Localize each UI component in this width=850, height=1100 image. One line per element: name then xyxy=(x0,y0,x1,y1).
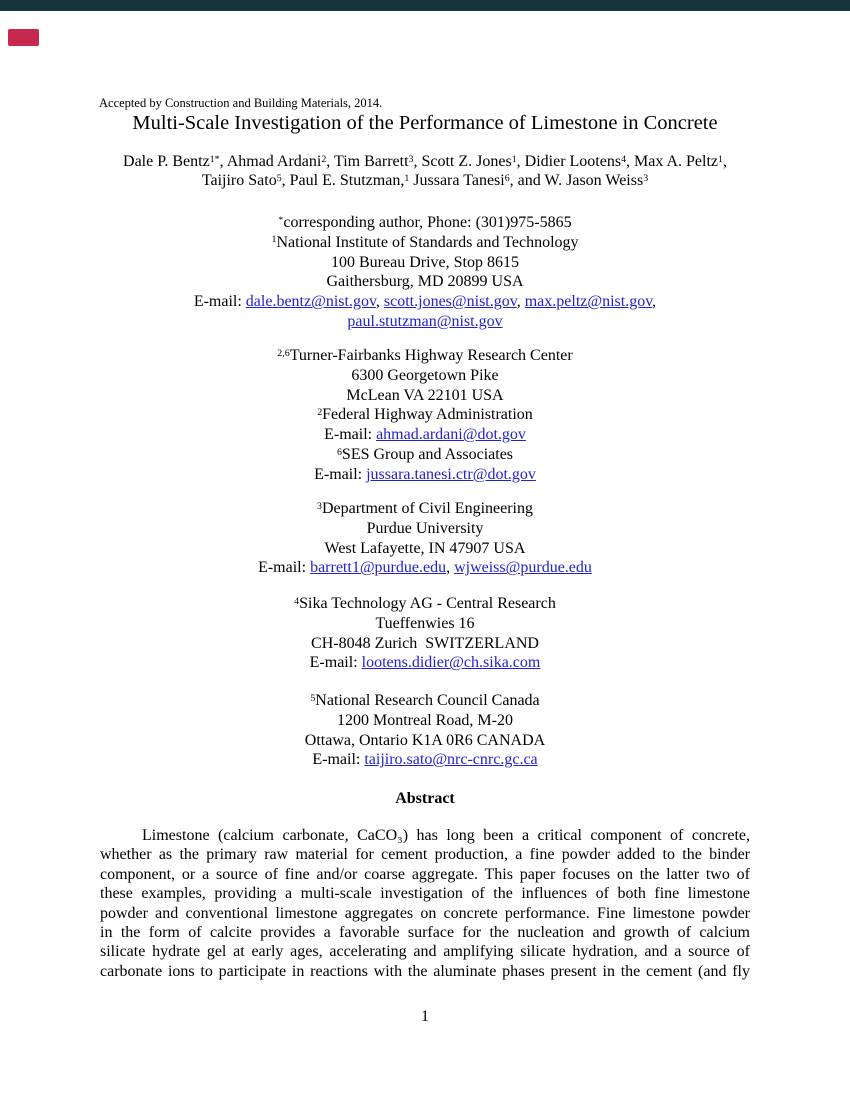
text-segment: , xyxy=(722,153,727,170)
affiliation-line xyxy=(0,366,850,386)
affiliation-line xyxy=(0,614,850,634)
text-segment: Sika Technology AG - Central Research xyxy=(299,595,556,612)
affiliation-line xyxy=(0,634,850,654)
text-segment: National Institute of Standards and Technology xyxy=(276,233,579,251)
text-segment: , Ahmad Ardani xyxy=(219,153,322,170)
text-segment: SES Group and Associates xyxy=(341,445,514,463)
abstract-paragraph xyxy=(100,826,750,981)
text-segment: Gaithersburg, MD 20899 USA xyxy=(326,273,524,291)
affiliation-nrc xyxy=(0,691,850,770)
affiliation-line xyxy=(0,465,850,485)
affiliation-line xyxy=(0,386,850,406)
abstract-line: silicate hydrate gel at early ages, accelerating and amplifying silicate hydration, and a source of xyxy=(100,943,750,961)
abstract-line: component, or a source of fine and/or coarse aggregate. This paper focuses on the latter two of xyxy=(100,865,750,883)
text-segment: , xyxy=(516,293,525,311)
email-link[interactable]: ahmad.ardani@dot.gov xyxy=(376,426,526,444)
text-segment: 6300 Georgetown Pike xyxy=(351,366,499,384)
affiliation-line xyxy=(0,711,850,731)
affiliation-line xyxy=(0,594,850,614)
text-segment: Dale P. Bentz xyxy=(123,153,210,170)
affiliation-purdue xyxy=(0,499,850,578)
superscript: 3 xyxy=(408,153,414,165)
affiliation-line xyxy=(0,253,850,273)
paper-title: Multi-Scale Investigation of the Performance of Limestone in Concrete xyxy=(132,112,718,134)
superscript: 2,6 xyxy=(277,347,290,359)
text-segment: E-mail: xyxy=(314,465,367,483)
superscript: 5 xyxy=(310,692,316,704)
text-segment: , Paul E. Stutzman, xyxy=(281,172,405,190)
text-segment: West Lafayette, IN 47907 USA xyxy=(324,539,526,557)
affiliation-fhwa xyxy=(0,346,850,485)
superscript: 4 xyxy=(621,153,627,165)
text-segment: E-mail: xyxy=(193,293,246,311)
download-button[interactable] xyxy=(8,29,39,46)
text-segment: E-mail: xyxy=(324,426,377,444)
abstract-line: in the form of calcite provides a favorable surface for the nucleation and growth of calcium xyxy=(100,924,750,942)
text-segment: Tueffenwies 16 xyxy=(375,614,475,632)
abstract-line: powder and conventional limestone aggregates on concrete performance. Fine limestone powder xyxy=(100,904,750,922)
email-link[interactable]: barrett1@purdue.edu xyxy=(310,559,447,577)
text-segment: , xyxy=(375,293,384,311)
affiliation-line xyxy=(0,292,850,312)
text-segment: , Scott Z. Jones xyxy=(413,153,512,170)
superscript: 3 xyxy=(316,500,322,512)
top-bar xyxy=(0,0,850,11)
abstract-line: these examples, providing a multi-scale investigation of the influences of both fine limestone xyxy=(100,885,750,903)
text-segment: McLean VA 22101 USA xyxy=(346,386,504,404)
text-segment: Ottawa, Ontario K1A 0R6 CANADA xyxy=(304,731,546,749)
affiliation-line xyxy=(0,691,850,711)
text-segment: Federal Highway Administration xyxy=(322,406,533,424)
superscript: * xyxy=(278,214,284,226)
text-segment: , Tim Barrett xyxy=(326,153,409,170)
affiliation-nist xyxy=(0,213,850,332)
superscript: 1 xyxy=(511,153,517,165)
affiliation-line xyxy=(0,425,850,445)
affiliation-line xyxy=(0,312,850,332)
abstract-line: whether as the primary raw material for cement production, a fine powder added to the binder xyxy=(100,846,750,864)
superscript: 4 xyxy=(294,595,300,607)
email-link[interactable]: scott.jones@nist.gov xyxy=(383,293,517,311)
text-segment: Turner-Fairbanks Highway Research Center xyxy=(289,347,573,364)
abstract-line: Limestone (calcium carbonate, CaCO₃) has long been a critical component of concrete, xyxy=(142,827,750,844)
text-segment: CH-8048 Zurich SWITZERLAND xyxy=(311,634,539,652)
affiliation-line xyxy=(0,731,850,751)
superscript: 3 xyxy=(643,172,649,184)
affiliation-line xyxy=(0,539,850,559)
superscript: 6 xyxy=(336,446,342,458)
email-link[interactable]: paul.stutzman@nist.gov xyxy=(347,312,503,330)
superscript: 6 xyxy=(504,172,510,184)
superscript: 1 xyxy=(271,234,277,246)
superscript: 1 xyxy=(404,172,410,184)
superscript: 2 xyxy=(321,153,327,165)
affiliation-line xyxy=(0,499,850,519)
text-segment: , xyxy=(652,293,657,311)
text-segment: Department of Civil Engineering xyxy=(321,500,533,517)
superscript: 5 xyxy=(276,172,282,184)
affiliation-line xyxy=(0,405,850,425)
authors-line-1 xyxy=(0,152,850,171)
affiliation-line xyxy=(0,346,850,366)
affiliation-line xyxy=(0,558,850,578)
affiliation-line xyxy=(0,445,850,465)
text-segment: Taijiro Sato xyxy=(201,172,277,190)
email-link[interactable]: wjweiss@purdue.edu xyxy=(454,559,592,577)
abstract-line: carbonate ions to participate in reactions with the aluminate phases present in the cement (and fly xyxy=(100,962,750,980)
text-segment: , Didier Lootens xyxy=(516,153,622,170)
superscript: 1 xyxy=(718,153,723,165)
authors-block xyxy=(0,152,850,191)
text-segment: , Max A. Peltz xyxy=(626,153,719,170)
email-link[interactable]: dale.bentz@nist.gov xyxy=(245,293,376,311)
text-segment: , and W. Jason Weiss xyxy=(509,172,644,190)
email-link[interactable]: max.peltz@nist.gov xyxy=(524,293,653,311)
page-number: 1 xyxy=(421,1008,429,1025)
affiliation-line xyxy=(0,233,850,253)
acceptance-note: Accepted by Construction and Building Materials, 2014. xyxy=(99,96,383,110)
text-segment: E-mail: xyxy=(258,559,311,577)
affiliation-line xyxy=(0,213,850,233)
affiliation-sika xyxy=(0,594,850,673)
affiliation-line xyxy=(0,750,850,770)
text-segment: National Research Council Canada xyxy=(315,692,540,709)
text-segment: E-mail: xyxy=(309,654,362,672)
text-segment: , xyxy=(446,559,455,577)
abstract-heading: Abstract xyxy=(395,790,455,807)
text-segment: Jussara Tanesi xyxy=(409,172,505,190)
affiliation-line xyxy=(0,272,850,292)
email-link[interactable]: jussara.tanesi.ctr@dot.gov xyxy=(366,465,536,483)
email-link[interactable]: taijiro.sato@nrc-cnrc.gc.ca xyxy=(364,751,538,769)
text-segment: Purdue University xyxy=(366,519,484,537)
superscript: 2 xyxy=(317,406,323,418)
text-segment: 1200 Montreal Road, M-20 xyxy=(337,711,513,729)
authors-line-2 xyxy=(0,171,850,190)
text-segment: 100 Bureau Drive, Stop 8615 xyxy=(331,253,519,271)
text-segment: E-mail: xyxy=(312,751,365,769)
affiliation-line xyxy=(0,653,850,673)
text-segment: corresponding author, Phone: (301)975-5865 xyxy=(283,214,572,231)
email-link[interactable]: lootens.didier@ch.sika.com xyxy=(361,654,541,672)
affiliation-line xyxy=(0,519,850,539)
superscript: 1* xyxy=(209,153,220,165)
